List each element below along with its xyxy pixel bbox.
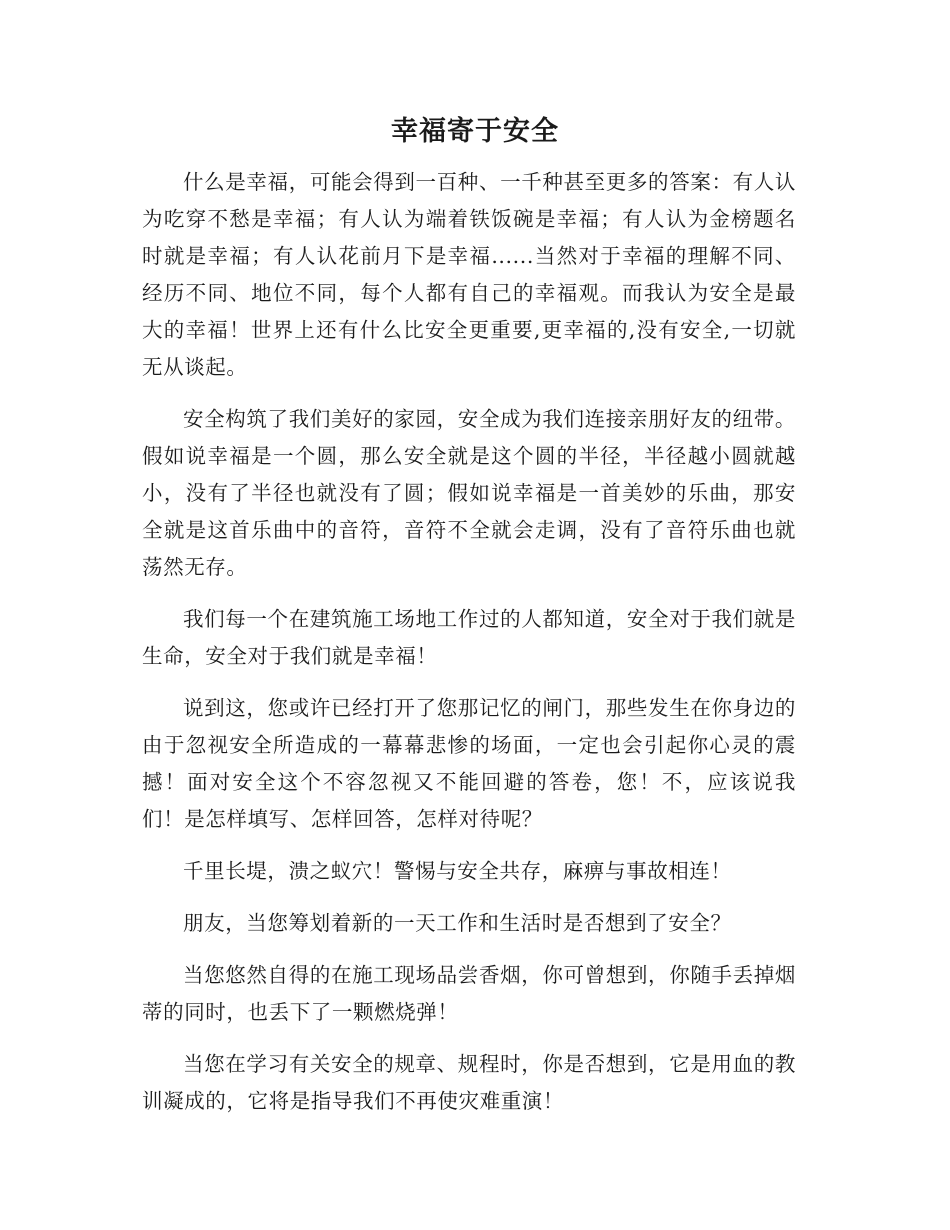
paragraph-5: 千里长堤，溃之蚁穴！警惕与安全共存，麻痹与事故相连！	[183, 859, 732, 883]
paragraph-3: 我们每一个在建筑施工场地工作过的人都知道，安全对于我们就是生命，安全对于我们就是幸福！	[142, 607, 796, 668]
paragraph-8: 当您在学习有关安全的规章、规程时，你是否想到，它是用血的教训凝成的，它将是指导我们不再使灾难重演！	[142, 1052, 796, 1113]
paragraph-6: 朋友，当您筹划着新的一天工作和生活时是否想到了安全？	[183, 911, 732, 935]
paragraph-4: 说到这，您或许已经打开了您那记忆的闸门，那些发生在你身边的由于忽视安全所造成的一幕幕悲惨的场面，一定也会引起你心灵的震撼！面对安全这个不容忽视又不能回避的答卷，您！不，应该说我们！是怎样填写、怎样回答，怎样对待呢？	[142, 696, 796, 831]
document-body	[142, 164, 796, 1135]
paragraph-7: 当您悠然自得的在施工现场品尝香烟，你可曾想到，你随手丢掉烟蒂的同时，也丢下了一颗燃烧弹！	[142, 963, 796, 1024]
document-title: 幸福寄于安全	[391, 116, 559, 147]
paragraph-1: 什么是幸福，可能会得到一百种、一千种甚至更多的答案：有人认为吃穿不愁是幸福；有人认为端着铁饭碗是幸福；有人认为金榜题名时就是幸福；有人认花前月下是幸福......当然对于幸福的理解不同、经历不同、地位不同，每个人都有自己的幸福观。而我认为安全是最大的幸福！世界上还有什么比安全更重要,更幸福的,没有安全,一切就无从谈起。	[142, 170, 796, 379]
paragraph-2: 安全构筑了我们美好的家园，安全成为我们连接亲朋好友的纽带。假如说幸福是一个圆，那么安全就是这个圆的半径，半径越小圆就越小，没有了半径也就没有了圆；假如说幸福是一首美妙的乐曲，那安全就是这首乐曲中的音符，音符不全就会走调，没有了音符乐曲也就荡然无存。	[142, 407, 796, 579]
